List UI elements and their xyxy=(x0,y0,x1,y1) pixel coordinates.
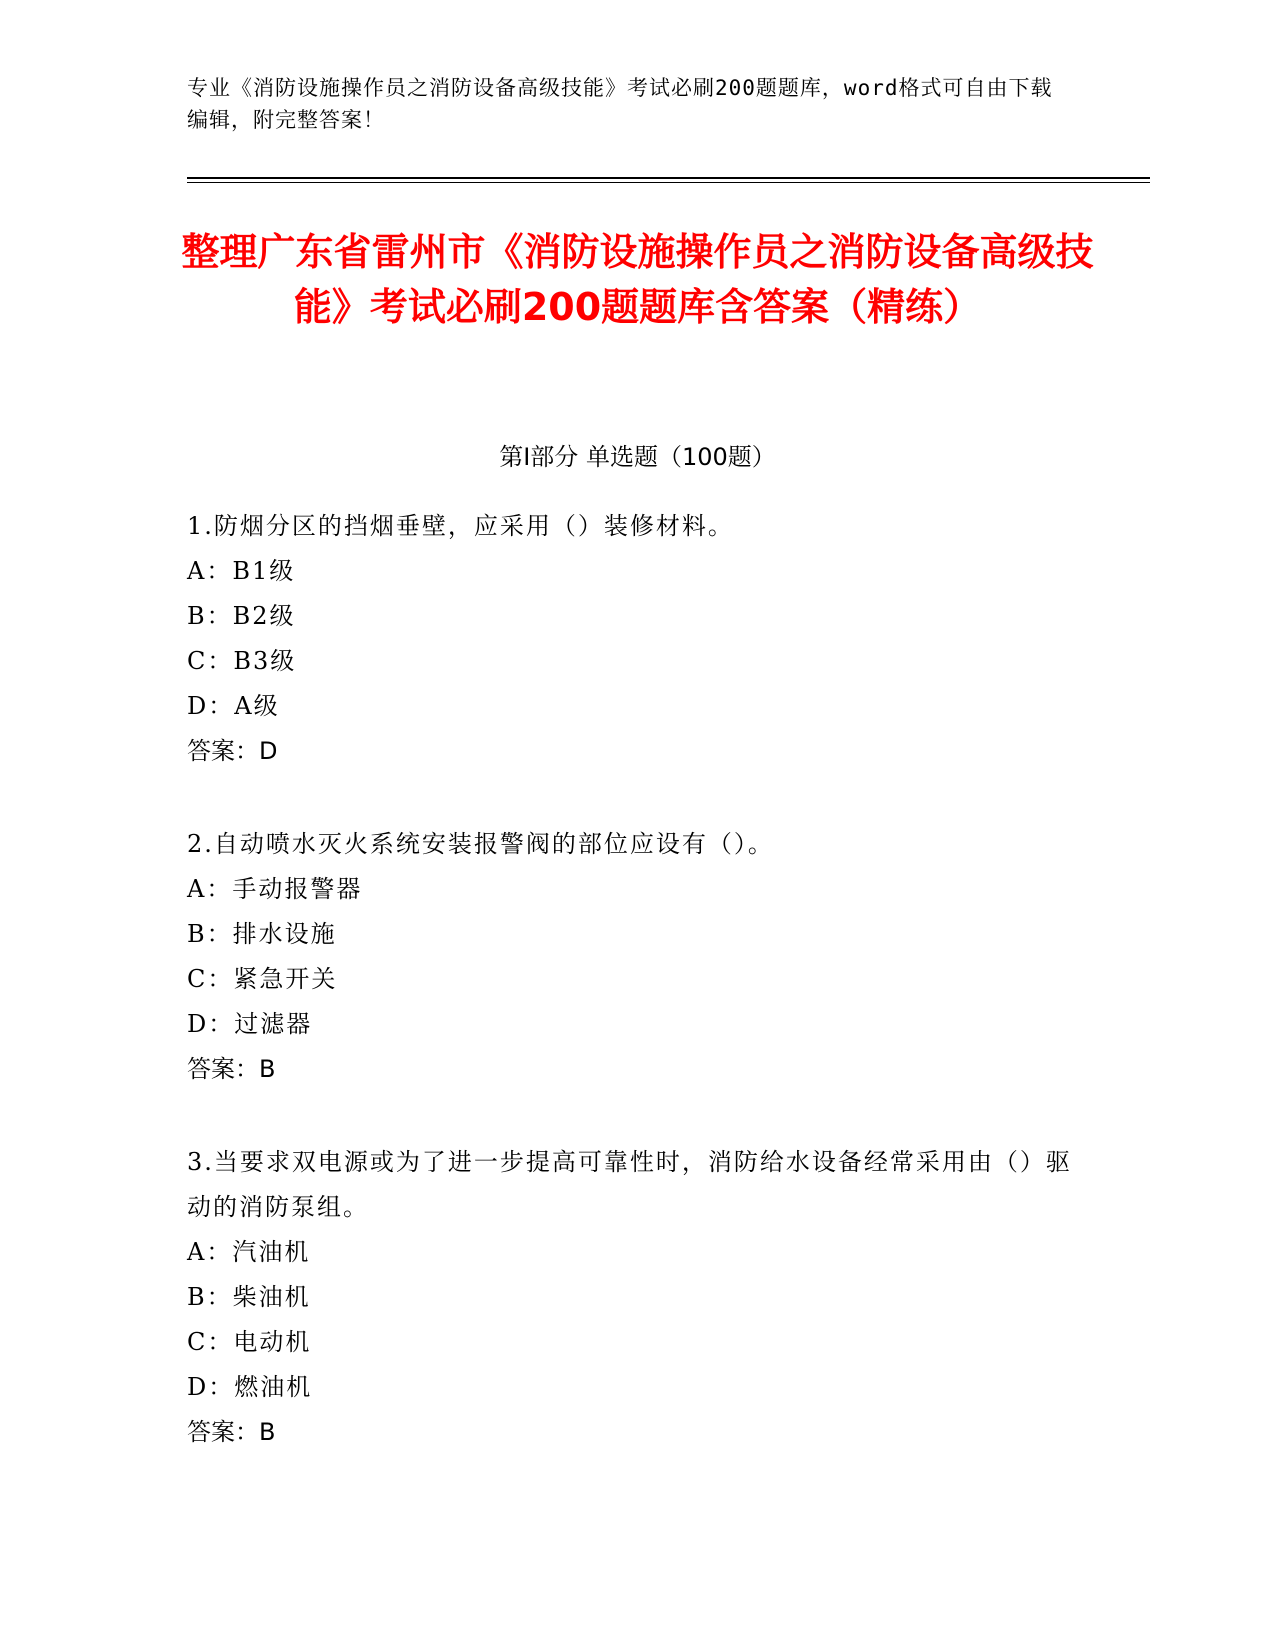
option-c: C：B3级 xyxy=(187,647,297,675)
option-d: D：A级 xyxy=(187,692,280,720)
option-a: A：汽油机 xyxy=(187,1238,311,1266)
header-rule-thick xyxy=(187,177,1150,179)
question-2 xyxy=(187,822,1087,1092)
option-a: A：手动报警器 xyxy=(187,875,363,903)
document-title: 整理广东省雷州市《消防设施操作员之消防设备高级技能》考试必刷200题题库含答案（精练） xyxy=(181,230,1094,329)
question-stem: 1.防烟分区的挡烟垂壁，应采用（）装修材料。 xyxy=(187,512,734,540)
option-b: B：排水设施 xyxy=(187,920,337,948)
option-d: D：过滤器 xyxy=(187,1010,313,1038)
question-stem: 2.自动喷水灭火系统安装报警阀的部位应设有（）。 xyxy=(187,830,774,858)
question-stem: 3.当要求双电源或为了进一步提高可靠性时，消防给水设备经常采用由（）驱动的消防泵组。 xyxy=(187,1148,1072,1221)
option-d: D：燃油机 xyxy=(187,1373,313,1401)
option-b: B：B2级 xyxy=(187,602,296,630)
option-a: A：B1级 xyxy=(187,557,296,585)
option-b: B：柴油机 xyxy=(187,1283,311,1311)
option-c: C：电动机 xyxy=(187,1328,312,1356)
header-note: 专业《消防设施操作员之消防设备高级技能》考试必刷200题题库，word格式可自由下载编辑，附完整答案！ xyxy=(187,76,1053,132)
question-3 xyxy=(187,1140,1087,1455)
header-rule-thin xyxy=(187,182,1150,183)
option-c: C：紧急开关 xyxy=(187,965,338,993)
answer-line: 答案：B xyxy=(187,1418,276,1446)
section-heading: 第Ⅰ部分 单选题（100题） xyxy=(499,443,776,471)
question-1 xyxy=(187,504,1087,774)
answer-line: 答案：D xyxy=(187,737,278,765)
answer-line: 答案：B xyxy=(187,1055,276,1083)
